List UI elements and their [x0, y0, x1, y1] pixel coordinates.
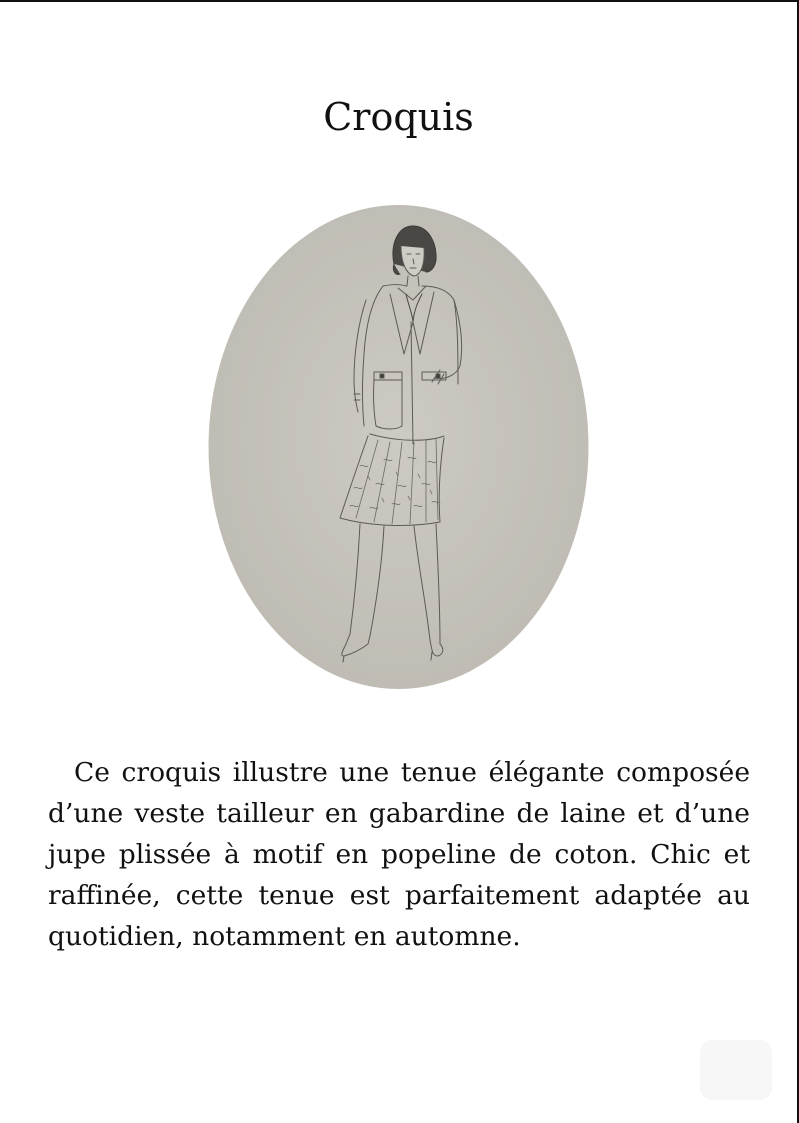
page-corner-smudge	[700, 1040, 772, 1100]
fashion-sketch-image	[208, 204, 589, 690]
page-title: Croquis	[323, 95, 474, 139]
sketch-description: Ce croquis illustre une tenue élégante composée d’une veste tailleur en gabardine de laine et d’une jupe plissée à motif en popeline de coton. Chic et raffinée, cette tenue est parfaitement adaptée au quotidien, notamment en automne.	[48, 757, 750, 952]
sketch-oval	[209, 205, 589, 689]
